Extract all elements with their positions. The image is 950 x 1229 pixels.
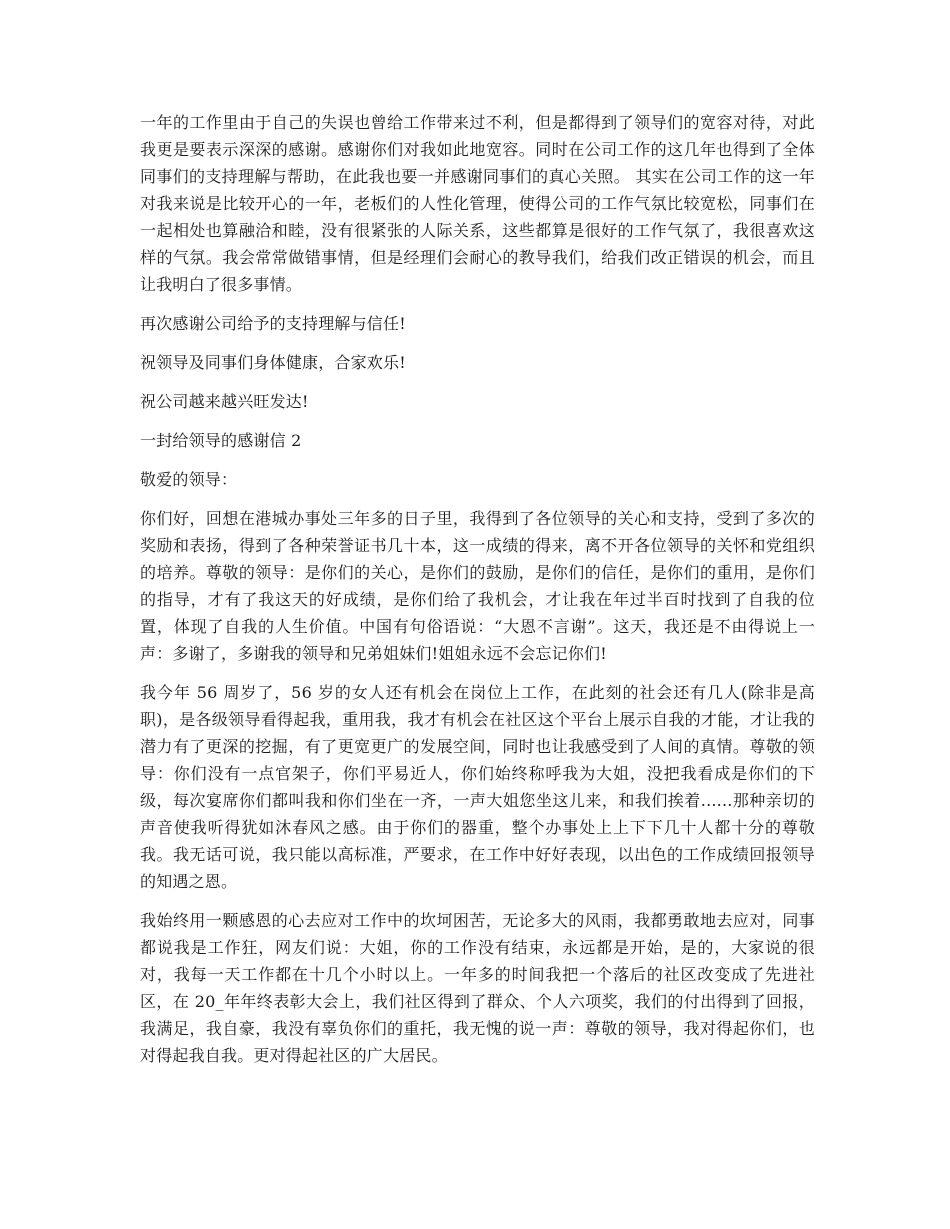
paragraph-greeting: 你们好，回想在港城办事处三年多的日子里，我得到了各位领导的关心和支持，受到了多次的奖励和表扬，得到了各种荣誉证书几十本，这一成绩的得来，离不开各位领导的关怀和党组织的培养。尊敬的领导：是你们的关心，是你们的鼓励，是你们的信任，是你们的重用，是你们的指导，才有了我这天的好成绩，是你们给了我机会，才让我在年过半百时找到了自我的位置，体现了自我的人生价值。中国有句俗语说：“大恩不言谢”。这天，我还是不由得说上一声：多谢了，多谢我的领导和兄弟姐妹们!姐姐永远不会忘记你们!	[140, 509, 815, 663]
paragraph-wish-prosperity: 祝公司越来越兴旺发达!	[140, 392, 309, 411]
paragraph-gratitude-heart: 我始终用一颗感恩的心去应对工作中的坎坷困苦，无论多大的风雨，我都勇敢地去应对，同事都说我是工作狂，网友们说：大姐，你的工作没有结束，永远都是开始，是的，大家说的很对，我每一天工作都在十几个小时以上。一年多的时间我把一个落后的社区改变成了先进社区，在 20_年年终表彰大会上，我们社区得到了群众、个人六项奖，我们的付出得到了回报，我满足，我自豪，我没有辜负你们的重托，我无愧的说一声：尊敬的领导，我对得起你们，也对得起我自我。更对得起社区的广大居民。	[140, 911, 815, 1065]
paragraph-thanks-support: 再次感谢公司给予的支持理解与信任!	[140, 314, 406, 333]
document-page	[140, 109, 815, 1081]
paragraph-gratitude-work: 一年的工作里由于自己的失误也曾给工作带来过不利，但是都得到了领导们的宽容对待，对此我更是要表示深深的感谢。感谢你们对我如此地宽容。同时在公司工作的这几年也得到了全体同事们的支持理解与帮助，在此我也要一并感谢同事们的真心关照。 其实在公司工作的这一年对我来说是比较开心的一年，老板们的人性化管理，使得公司的工作气氛比较宽松，同事们在一起相处也算融洽和睦，没有很紧张的人际关系，这些都算是很好的工作气氛了，我很喜欢这样的气氛。我会常常做错事情，但是经理们会耐心的教导我们，给我们改正错误的机会，而且让我明白了很多事情。	[140, 113, 815, 294]
letter-heading: 一封给领导的感谢信 2	[140, 431, 302, 450]
letter-salutation: 敬爱的领导：	[140, 470, 238, 489]
paragraph-wish-health: 祝领导及同事们身体健康，合家欢乐!	[140, 353, 406, 372]
paragraph-age: 我今年 56 周岁了，56 岁的女人还有机会在岗位上工作，在此刻的社会还有几人(除非是高职)，是各级领导看得起我，重用我，我才有机会在社区这个平台上展示自我的才能，才让我的潜力有了更深的挖掘，有了更宽更广的发展空间，同时也让我感受到了人间的真情。尊敬的领导：你们没有一点官架子，你们平易近人，你们始终称呼我为大姐，没把我看成是你们的下级，每次宴席你们都叫我和你们坐在一齐，一声大姐您坐这儿来，和我们挨着......那种亲切的声音使我听得犹如沐春风之感。由于你们的器重，整个办事处上上下下几十人都十分的尊敬我。我无话可说，我只能以高标准，严要求，在工作中好好表现，以出色的工作成绩回报领导的知遇之恩。	[140, 683, 815, 891]
